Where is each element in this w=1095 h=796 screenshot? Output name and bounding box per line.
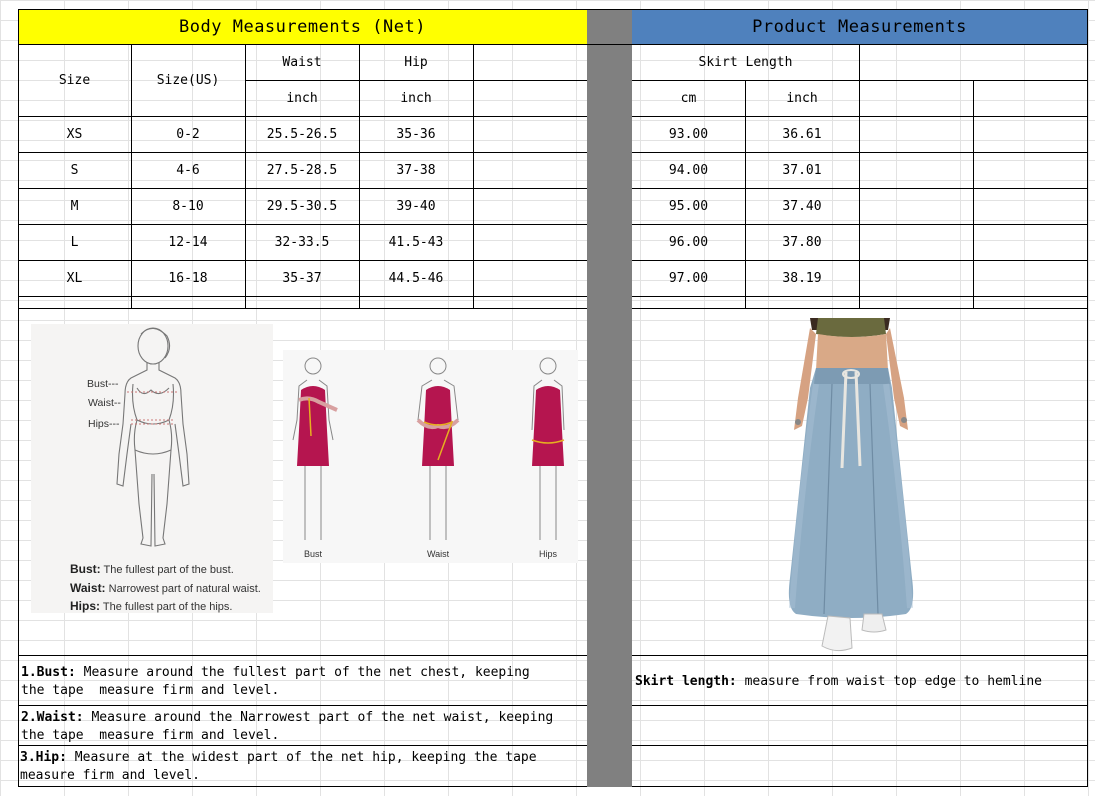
figure-waist xyxy=(418,358,458,540)
hip-cell: 44.5-46 xyxy=(388,270,444,286)
definition-text: The fullest part of the hips. xyxy=(102,601,233,613)
body-measurements-title: Body Measurements (Net) xyxy=(179,16,426,37)
waist-cell: 27.5-28.5 xyxy=(266,162,338,178)
size-us-cell: 16-18 xyxy=(168,270,208,286)
size-cell: XL xyxy=(66,270,83,286)
size-us-cell: 12-14 xyxy=(168,234,208,250)
inch-cell: 38.19 xyxy=(782,270,822,286)
size-cell: L xyxy=(70,234,79,250)
note-waist xyxy=(18,709,590,745)
hip-cell: 37-38 xyxy=(396,162,436,178)
waist-cell: 25.5-26.5 xyxy=(266,126,338,142)
cm-cell: 93.00 xyxy=(668,126,709,142)
denim-skirt-photo xyxy=(780,318,920,654)
figure-hips xyxy=(532,358,564,540)
definition-text: Narrowest part of natural waist. xyxy=(108,583,261,595)
body-measurements-header xyxy=(18,9,587,44)
unit-cm: cm xyxy=(680,90,697,106)
size-cell: S xyxy=(70,162,79,178)
body-diagram-panel xyxy=(31,324,273,613)
note-hip xyxy=(17,749,589,785)
definition-text: The fullest part of the bust. xyxy=(103,564,234,576)
note-line: measure from waist top edge to hemline xyxy=(736,674,1042,689)
size-us-cell: 4-6 xyxy=(176,162,200,178)
note-bust xyxy=(18,664,590,700)
note-line: Measure at the widest part of the net hip, keeping the tape xyxy=(66,750,537,765)
note-term: 3.Hip: xyxy=(20,750,67,765)
cm-cell: 96.00 xyxy=(668,234,709,250)
note-line: the tape measure firm and level. xyxy=(21,683,280,698)
size-cell: M xyxy=(70,198,79,214)
product-measurements-title: Product Measurements xyxy=(752,16,967,37)
figure-label-waist: Waist xyxy=(427,549,450,559)
definition-term: Hips: xyxy=(70,599,100,613)
unit-waist: inch xyxy=(286,90,318,106)
hip-cell: 41.5-43 xyxy=(388,234,444,250)
col-header-hip: Hip xyxy=(404,54,428,70)
size-us-cell: 8-10 xyxy=(172,198,204,214)
col-header-skirt-length: Skirt Length xyxy=(698,54,793,70)
col-header-waist: Waist xyxy=(282,54,322,70)
waist-cell: 32-33.5 xyxy=(274,234,330,250)
note-line: Measure around the fullest part of the net chest, keeping xyxy=(75,665,530,680)
size-us-cell: 0-2 xyxy=(176,126,200,142)
measuring-figures-panel xyxy=(283,350,578,563)
unit-inch: inch xyxy=(786,90,818,106)
note-term: Skirt length: xyxy=(635,674,737,689)
definition-term: Waist: xyxy=(70,581,106,595)
note-line: Measure around the Narrowest part of the net waist, keeping xyxy=(83,710,554,725)
definition-waist xyxy=(70,581,261,595)
note-skirt-length xyxy=(632,673,1090,691)
cm-cell: 97.00 xyxy=(668,270,709,286)
note-line: measure firm and level. xyxy=(20,768,201,783)
waist-cell: 29.5-30.5 xyxy=(266,198,338,214)
cm-cell: 94.00 xyxy=(668,162,709,178)
diagram-label-bust: Bust--- xyxy=(87,378,119,390)
note-term: 1.Bust: xyxy=(21,665,76,680)
unit-hip: inch xyxy=(400,90,432,106)
cm-cell: 95.00 xyxy=(668,198,709,214)
waist-cell: 35-37 xyxy=(282,270,322,286)
note-term: 2.Waist: xyxy=(21,710,84,725)
product-measurements-header xyxy=(632,9,1087,44)
hip-cell: 39-40 xyxy=(396,198,436,214)
figure-bust xyxy=(293,358,337,540)
size-cell: XS xyxy=(66,126,83,142)
definition-hips xyxy=(70,599,233,613)
inch-cell: 36.61 xyxy=(782,126,822,142)
hip-cell: 35-36 xyxy=(396,126,436,142)
diagram-label-hips: Hips--- xyxy=(88,418,120,430)
note-line: the tape measure firm and level. xyxy=(21,728,280,743)
figure-label-hips: Hips xyxy=(539,549,558,559)
inch-cell: 37.01 xyxy=(782,162,822,178)
figure-label-bust: Bust xyxy=(304,549,323,559)
inch-cell: 37.80 xyxy=(782,234,822,250)
col-header-size: Size xyxy=(58,72,91,88)
definition-bust xyxy=(70,562,234,576)
dress-figures-illustration xyxy=(283,350,578,563)
definition-term: Bust: xyxy=(70,562,101,576)
col-header-size-us: Size(US) xyxy=(156,72,220,88)
inch-cell: 37.40 xyxy=(782,198,822,214)
diagram-label-waist: Waist-- xyxy=(88,397,121,409)
column-divider xyxy=(587,9,632,787)
product-photo xyxy=(780,318,920,654)
